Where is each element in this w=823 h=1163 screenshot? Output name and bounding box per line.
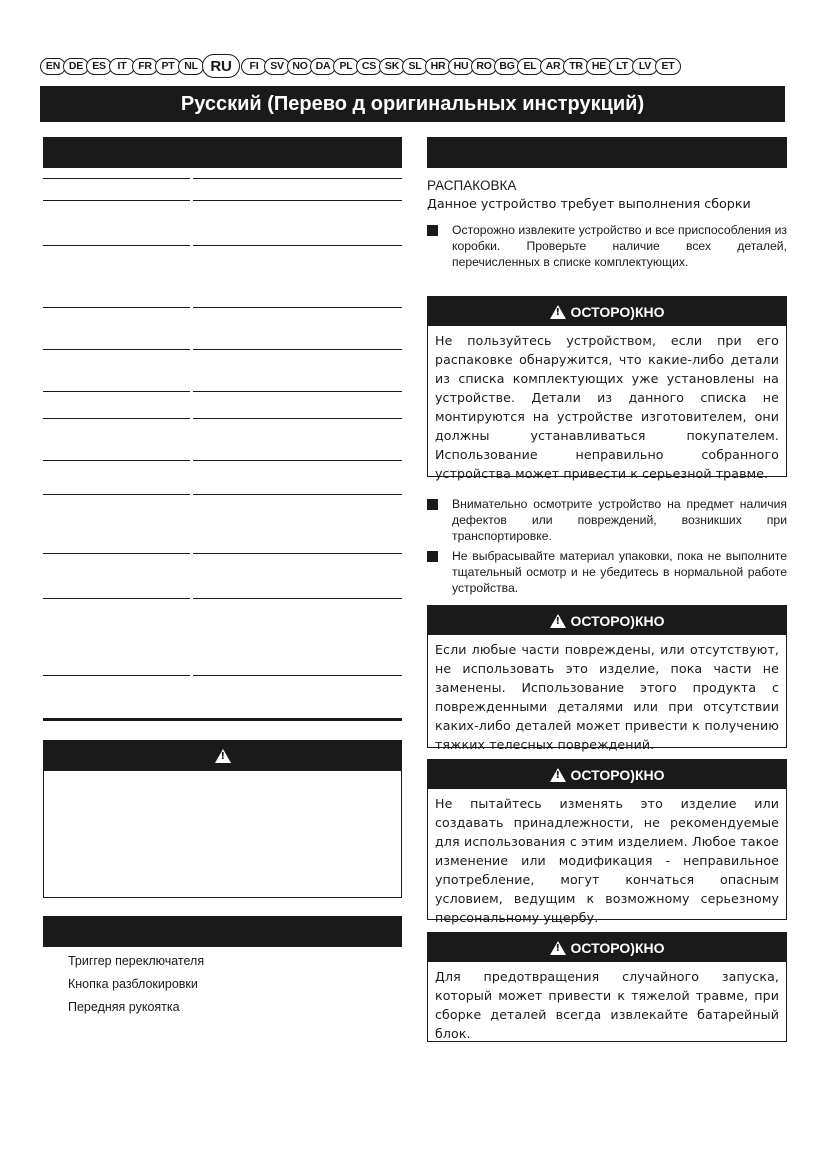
table-row	[43, 178, 402, 200]
warning-box	[427, 932, 787, 1042]
warning-text: Для предотвращения случайного запуска, который может привести к тяжелой травме, при сборке деталей всегда извлекайте батарейный блок.	[435, 969, 779, 1041]
table-row	[43, 418, 402, 460]
language-da-button[interactable]: DA	[310, 58, 336, 75]
language-en-button[interactable]: EN	[40, 58, 66, 75]
language-tr-button[interactable]: TR	[563, 58, 589, 75]
unpacking-subtitle: Данное устройство требует выполнения сборки	[427, 196, 751, 211]
list-item: Кнопка разблокировки	[68, 977, 198, 991]
table-row	[43, 598, 402, 675]
warning-triangle-icon	[550, 768, 566, 782]
language-fi-button[interactable]: FI	[241, 58, 267, 75]
language-pl-button[interactable]: PL	[333, 58, 359, 75]
parts-section-header	[43, 916, 402, 947]
language-ar-button[interactable]: AR	[540, 58, 566, 75]
page-title: Русский (Перево д оригинальных инструкций)	[40, 86, 785, 122]
language-hr-button[interactable]: HR	[425, 58, 451, 75]
language-et-button[interactable]: ET	[655, 58, 681, 75]
list-item: Осторожно извлеките устройство и все приспособления из коробки. Проверьте наличие всех деталей, перечисленных в списке комплектующих.	[427, 222, 787, 271]
language-lv-button[interactable]: LV	[632, 58, 658, 75]
language-no-button[interactable]: NO	[287, 58, 313, 75]
warning-text: Не пользуйтесь устройством, если при его распаковке обнаружится, что какие-либо детали из списка комплектующих уже установлены на устройстве. Детали из данного списка не монтируются на устройстве изготовителем, они должны устанавливаться покупателем. Использование неправильно собранного устройства может привести к серьезной травме.	[435, 333, 779, 481]
list-item: Передняя рукоятка	[68, 1000, 180, 1014]
language-it-button[interactable]: IT	[109, 58, 135, 75]
language-pt-button[interactable]: PT	[155, 58, 181, 75]
table-row	[43, 494, 402, 553]
language-sk-button[interactable]: SK	[379, 58, 405, 75]
warning-header	[44, 741, 401, 771]
table-row	[43, 307, 402, 349]
language-he-button[interactable]: HE	[586, 58, 612, 75]
list-item: Триггер переключателя	[68, 954, 205, 968]
square-bullet-icon	[427, 225, 438, 236]
language-es-button[interactable]: ES	[86, 58, 112, 75]
table-row	[43, 460, 402, 494]
language-de-button[interactable]: DE	[63, 58, 89, 75]
language-sl-button[interactable]: SL	[402, 58, 428, 75]
safety-warning-box	[43, 740, 402, 898]
unpacking-title: РАСПАКОВКА	[427, 178, 517, 193]
warning-header: ! ОСТОРО)КНО	[428, 760, 786, 789]
warning-box	[427, 759, 787, 925]
table-row	[43, 200, 402, 245]
warning-header: ! ОСТОРО)КНО	[428, 297, 786, 326]
language-selector	[40, 53, 785, 79]
language-bg-button[interactable]: BG	[494, 58, 520, 75]
parts-list	[68, 954, 204, 1023]
warning-triangle-icon	[215, 749, 231, 763]
table-row	[43, 349, 402, 391]
language-sv-button[interactable]: SV	[264, 58, 290, 75]
language-el-button[interactable]: EL	[517, 58, 543, 75]
warning-box	[427, 605, 787, 752]
list-item: Внимательно осмотрите устройство на предмет наличия дефектов или повреждений, возникших при транспортировке.	[427, 496, 787, 545]
warning-header: ! ОСТОРО)КНО	[428, 933, 786, 962]
table-row	[43, 391, 402, 418]
language-cs-button[interactable]: CS	[356, 58, 382, 75]
warning-text: Если любые части повреждены, или отсутствуют, не использовать это изделие, пока части не заменены. Использование этого продукта с поврежденными деталями или при отсутствии каких-либо деталей может привести к получению тяжких телесных повреждений.	[435, 642, 779, 752]
language-nl-button[interactable]: NL	[178, 58, 204, 75]
assembly-section-header	[427, 137, 787, 168]
square-bullet-icon	[427, 499, 438, 510]
table-row	[43, 553, 402, 598]
list-item: Не выбрасывайте материал упаковки, пока не выполните тщательный осмотр и не убедитесь в нормальной работе устройства.	[427, 548, 787, 597]
language-ru-button[interactable]: RU	[202, 54, 240, 78]
warning-text: Не пытайтесь изменять это изделие или создавать принадлежности, не рекомендуемые для использования с этим изделием. Любое такое изменение или модификация - неправильное употребление, могут кончаться опасным условием, ведущим к возможному серьезному персональному ущербу.	[435, 796, 779, 925]
warning-triangle-icon	[550, 305, 566, 319]
spec-table	[43, 178, 402, 721]
warning-triangle-icon	[550, 941, 566, 955]
warning-triangle-icon	[550, 614, 566, 628]
spec-section-header	[43, 137, 402, 168]
warning-header: ! ОСТОРО)КНО	[428, 606, 786, 635]
language-lt-button[interactable]: LT	[609, 58, 635, 75]
language-ro-button[interactable]: RO	[471, 58, 497, 75]
warning-box	[427, 296, 787, 481]
table-row	[43, 675, 402, 718]
language-hu-button[interactable]: HU	[448, 58, 474, 75]
square-bullet-icon	[427, 551, 438, 562]
table-row	[43, 245, 402, 307]
language-fr-button[interactable]: FR	[132, 58, 158, 75]
